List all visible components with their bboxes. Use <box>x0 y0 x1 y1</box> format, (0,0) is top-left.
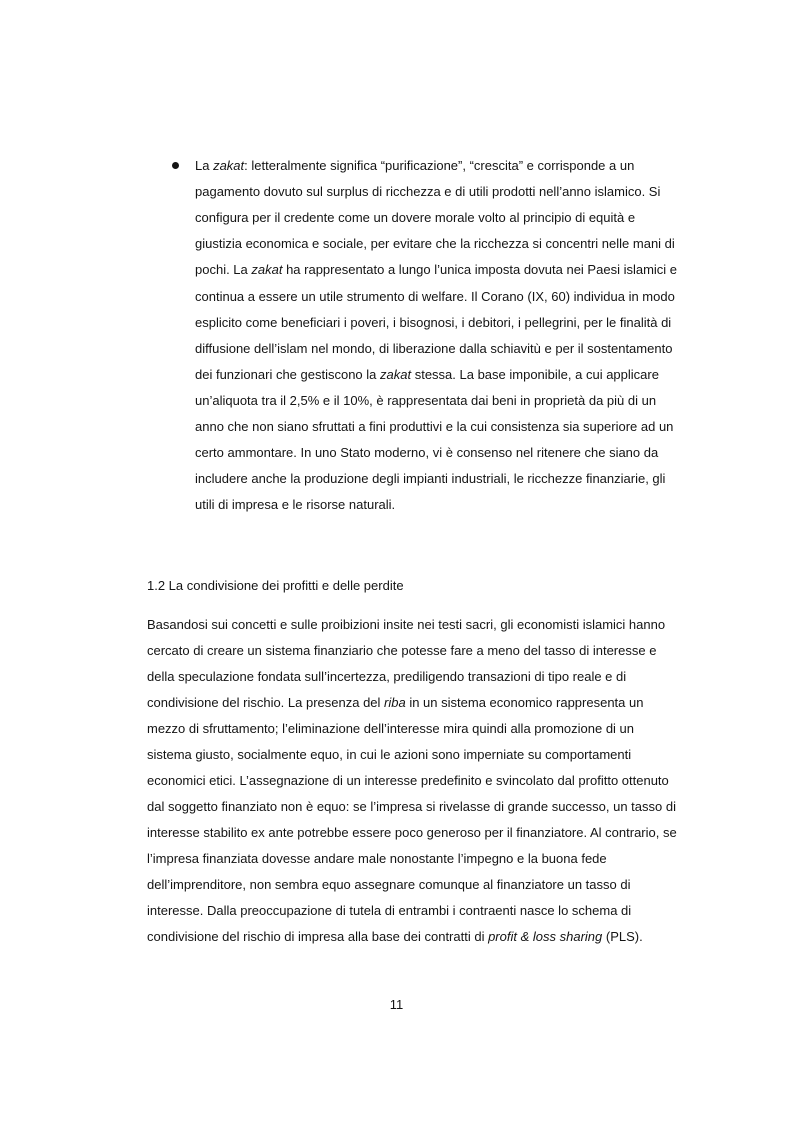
text-run: ha rappresentato a lungo l’unica imposta dovuta nei Paesi islamici e <box>282 262 678 278</box>
italic-term: zakat <box>213 158 245 173</box>
italic-term: profit & loss sharing <box>488 929 603 944</box>
text-run: certo ammontare. In uno Stato moderno, vi è consenso nel ritenere che siano da <box>195 445 659 461</box>
text-run: un’aliquota tra il 2,5% e il 10%, è rappresentata dai beni in proprietà da più di un <box>195 392 657 408</box>
text-run: interesse. Dalla preoccupazione di tutela di entrambi i contraenti nasce lo schema di <box>147 903 632 918</box>
body-line <box>147 772 669 790</box>
italic-term: riba <box>384 695 406 710</box>
bullet-line <box>195 261 677 279</box>
bullet-line <box>195 183 660 201</box>
text-run: pochi. La <box>195 262 252 278</box>
text-run: (PLS). <box>602 929 643 944</box>
text-run: dell’imprenditore, non sembra equo assegnare comunque al finanziatore un tasso di <box>147 877 631 892</box>
body-line <box>147 850 607 868</box>
bullet-line <box>195 392 656 410</box>
text-run: : letteralmente significa “purificazione”, “crescita” e corrisponde a un <box>244 158 635 173</box>
bullet-line <box>195 157 634 175</box>
text-run: in un sistema economico rappresenta un <box>405 695 644 710</box>
text-run: interesse stabilito ex ante potrebbe essere poco generoso per il finanziatore. Al contrario, se <box>147 825 677 840</box>
body-line <box>147 902 631 920</box>
text-run: La <box>195 158 214 173</box>
body-line <box>147 746 631 764</box>
bullet-line <box>195 314 671 332</box>
text-run: cercato di creare un sistema finanziario che potesse fare a meno del tasso di interesse e <box>147 643 657 658</box>
body-line <box>147 720 634 738</box>
bullet-line <box>195 470 665 488</box>
bullet-line <box>195 418 673 436</box>
text-run: sistema giusto, socialmente equo, in cui le azioni sono imperniate su comportamenti <box>147 747 632 762</box>
text-run: includere anche la produzione degli impianti industriali, le ricchezze finanziarie, gli <box>195 471 666 487</box>
bullet-line <box>195 209 635 227</box>
text-run: anno che non siano sfruttati a fini produttivi e la cui consistenza sia superiore ad un <box>195 419 674 434</box>
text-run: continua a essere un utile strumento di welfare. Il Corano (IX, 60) individua in modo <box>195 288 675 304</box>
text-run: della speculazione fondata sull’incertezza, prediligendo transazioni di tipo reale e di <box>147 669 627 684</box>
body-line <box>147 616 665 634</box>
bullet-line <box>195 366 659 384</box>
italic-term: zakat <box>380 366 412 382</box>
text-run: condivisione del rischio di impresa alla base dei contratti di <box>147 929 489 944</box>
text-run: configura per il credente come un dovere morale volto al principio di equità e <box>195 210 636 226</box>
text-run: esplicito come beneficiari i poveri, i bisognosi, i debitori, i pellegrini, per le finalità di <box>195 314 672 330</box>
body-line <box>147 824 677 842</box>
bullet-line <box>195 340 672 358</box>
bullet-line <box>195 496 395 514</box>
body-line <box>147 928 643 946</box>
text-run: l’impresa finanziata dovesse andare male nonostante l’impegno e la buona fede <box>147 851 607 866</box>
italic-term: zakat <box>251 262 283 278</box>
section-heading: 1.2 La condivisione dei profitti e delle perdite <box>147 578 404 593</box>
page-number: 11 <box>389 997 404 1012</box>
text-run: giustizia economica e sociale, per evitare che la ricchezza si concentri nelle mani di <box>195 236 675 252</box>
text-run: stessa. La base imponibile, a cui applicare <box>411 366 659 382</box>
text-run: dal soggetto finanziato non è equo: se l’impresa si rivelasse di grande successo, un tasso di <box>147 799 676 814</box>
bullet-line <box>195 444 658 462</box>
body-line <box>147 694 643 712</box>
body-line <box>147 668 626 686</box>
body-line <box>147 876 630 894</box>
body-line <box>147 642 656 660</box>
text-run: diffusione dell’islam nel mondo, di liberazione dalla schiavitù e per il sostentamento <box>195 340 673 356</box>
text-run: pagamento dovuto sul surplus di ricchezza e di utili prodotti nell’anno islamico. Si <box>195 184 661 200</box>
bullet-point-icon <box>172 162 179 169</box>
bullet-line <box>195 288 675 306</box>
text-run: dei funzionari che gestiscono la <box>195 366 381 382</box>
text-run: mezzo di sfruttamento; l’eliminazione dell’interesse mira quindi alla promozione di un <box>147 721 635 736</box>
bullet-line <box>195 235 675 253</box>
text-run: Basandosi sui concetti e sulle proibizioni insite nei testi sacri, gli economisti islamici hanno <box>147 617 666 632</box>
body-line <box>147 798 676 816</box>
text-run: economici etici. L’assegnazione di un interesse predefinito e svincolato dal profitto ottenuto <box>147 773 669 788</box>
text-run: condivisione del rischio. La presenza del <box>147 695 385 710</box>
text-run: utili di impresa e le risorse naturali. <box>195 497 396 513</box>
